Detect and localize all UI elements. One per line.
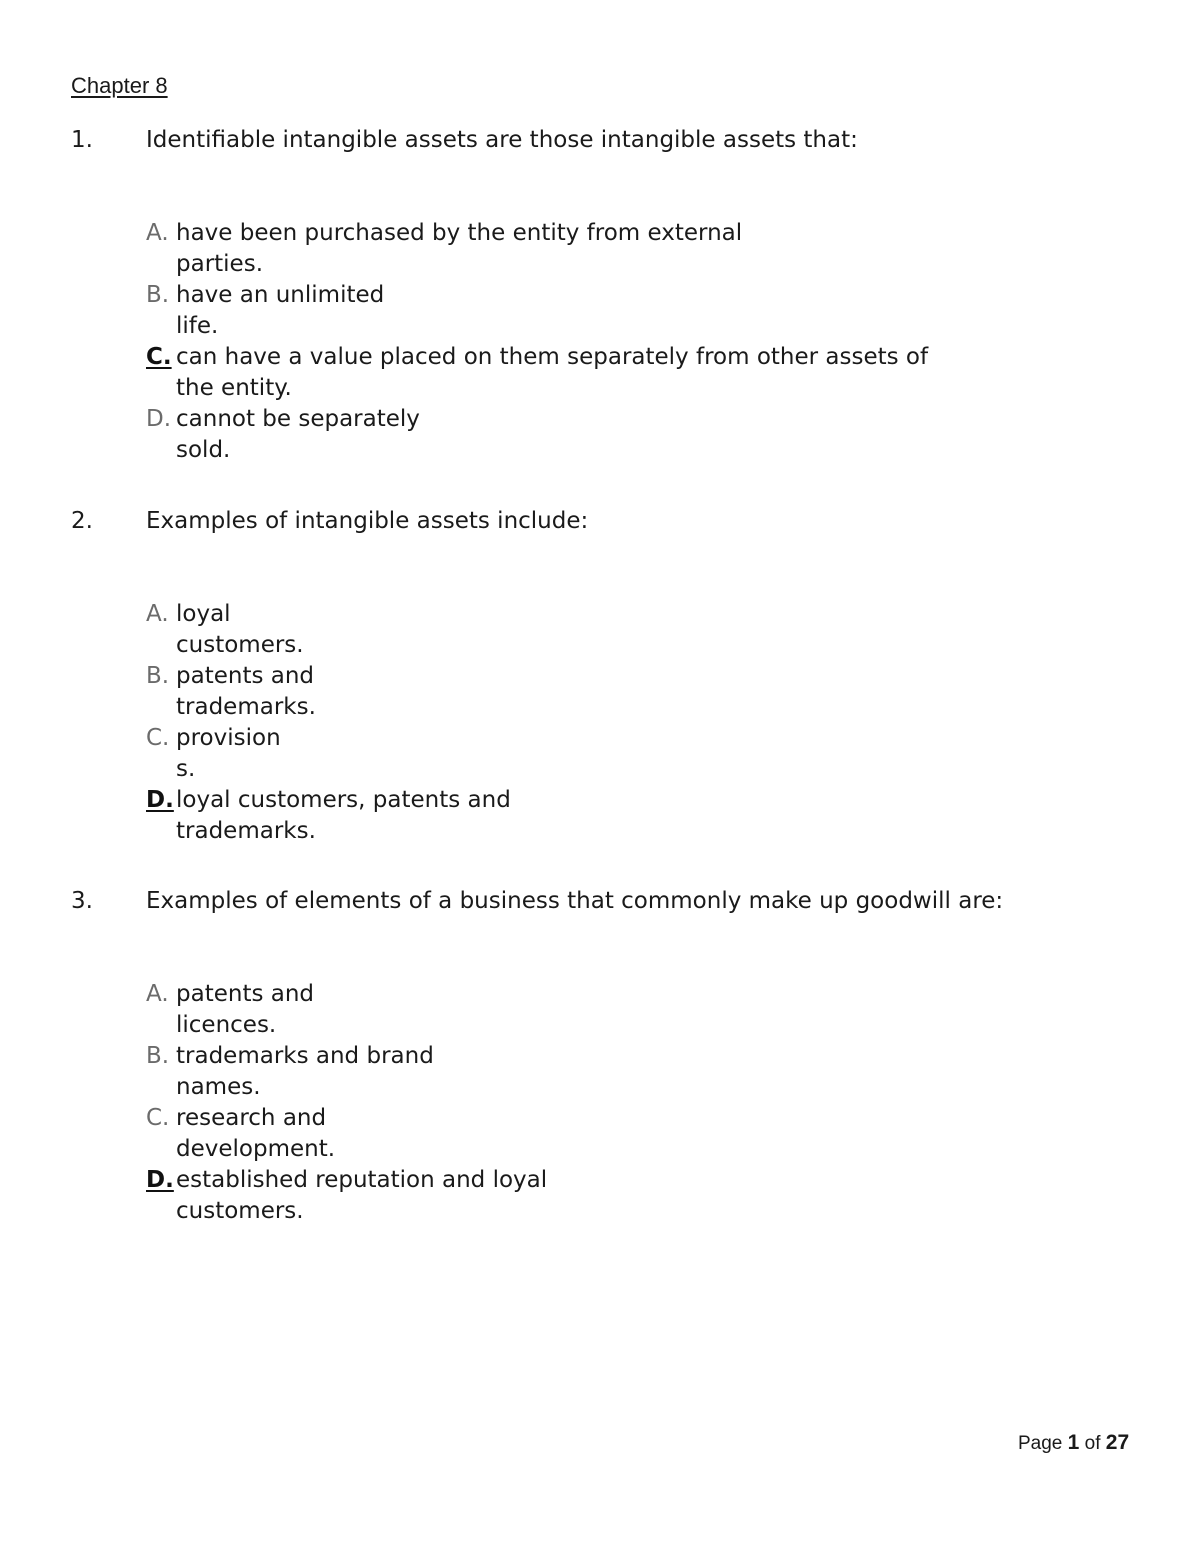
option-letter: B. — [146, 663, 170, 689]
option-text-line: cannot be separately — [176, 406, 420, 432]
page-footer — [1018, 1431, 1129, 1456]
option-text — [176, 599, 1046, 661]
option-text-line: trademarks. — [176, 818, 316, 844]
option-b[interactable] — [146, 661, 1046, 723]
option-letter: A. — [146, 220, 169, 246]
correct-option-letter: D. — [146, 787, 174, 813]
answer-options — [146, 599, 1046, 847]
option-text-line: research and — [176, 1105, 327, 1131]
option-text-line: trademarks. — [176, 694, 316, 720]
option-text-line: sold. — [176, 437, 231, 463]
option-letter: B. — [146, 282, 170, 308]
option-text — [176, 404, 1046, 466]
correct-option-letter: D. — [146, 1167, 174, 1193]
option-text-line: customers. — [176, 632, 304, 658]
option-text-line: licences. — [176, 1012, 277, 1038]
answer-options — [146, 218, 1046, 466]
option-text — [176, 1165, 1046, 1227]
option-text-line: trademarks and brand — [176, 1043, 434, 1069]
option-text-line: have an unlimited — [176, 282, 385, 308]
option-letter: C. — [146, 725, 170, 751]
option-a[interactable] — [146, 218, 1046, 280]
option-d[interactable] — [146, 404, 1046, 466]
option-letter: B. — [146, 1043, 170, 1069]
question-3 — [71, 887, 1131, 1224]
option-text-line: patents and — [176, 663, 315, 689]
question-1 — [71, 126, 1131, 463]
question-text: Examples of elements of a business that commonly make up goodwill are: — [146, 888, 1004, 914]
page-word: Page — [1018, 1433, 1063, 1454]
question-stem — [71, 507, 1131, 535]
option-b[interactable] — [146, 280, 1046, 342]
total-pages: 27 — [1105, 1431, 1130, 1454]
option-letter: C. — [146, 1105, 170, 1131]
option-c[interactable] — [146, 723, 1046, 785]
option-c[interactable] — [146, 342, 1046, 404]
option-text — [176, 1103, 1046, 1165]
correct-option-letter: C. — [146, 344, 172, 370]
of-word: of — [1084, 1433, 1101, 1454]
option-text-line: loyal — [176, 601, 231, 627]
option-text — [176, 342, 1046, 404]
option-text — [176, 785, 1046, 847]
option-text-line: names. — [176, 1074, 261, 1100]
option-text-line: have been purchased by the entity from external — [176, 220, 743, 246]
answer-options — [146, 979, 1046, 1227]
option-text — [176, 723, 1046, 785]
page-number: 1 — [1067, 1431, 1080, 1454]
option-text — [176, 218, 1046, 280]
option-text-line: can have a value placed on them separately from other assets of — [176, 344, 929, 370]
option-b[interactable] — [146, 1041, 1046, 1103]
question-stem — [71, 887, 1131, 915]
option-text-line: life. — [176, 313, 219, 339]
option-text-line: loyal customers, patents and — [176, 787, 511, 813]
question-number: 2. — [71, 508, 93, 534]
option-letter: A. — [146, 601, 169, 627]
question-2 — [71, 507, 1131, 844]
option-text — [176, 661, 1046, 723]
option-text-line: the entity. — [176, 375, 292, 401]
option-text — [176, 280, 1046, 342]
option-a[interactable] — [146, 979, 1046, 1041]
option-text-line: established reputation and loyal — [176, 1167, 548, 1193]
option-text-line: patents and — [176, 981, 315, 1007]
option-text-line: development. — [176, 1136, 336, 1162]
option-d[interactable] — [146, 1165, 1046, 1227]
option-text — [176, 979, 1046, 1041]
question-text: Identifiable intangible assets are those intangible assets that: — [146, 127, 858, 153]
option-text-line: s. — [176, 756, 196, 782]
option-letter: D. — [146, 406, 172, 432]
question-number: 1. — [71, 127, 93, 153]
option-text-line: provision — [176, 725, 281, 751]
option-letter: A. — [146, 981, 169, 1007]
question-number: 3. — [71, 888, 93, 914]
option-a[interactable] — [146, 599, 1046, 661]
option-d[interactable] — [146, 785, 1046, 847]
option-text-line: customers. — [176, 1198, 304, 1224]
option-c[interactable] — [146, 1103, 1046, 1165]
question-text: Examples of intangible assets include: — [146, 508, 589, 534]
option-text — [176, 1041, 1046, 1103]
chapter-title: Chapter 8 — [71, 73, 168, 98]
question-stem — [71, 126, 1131, 154]
option-text-line: parties. — [176, 251, 264, 277]
